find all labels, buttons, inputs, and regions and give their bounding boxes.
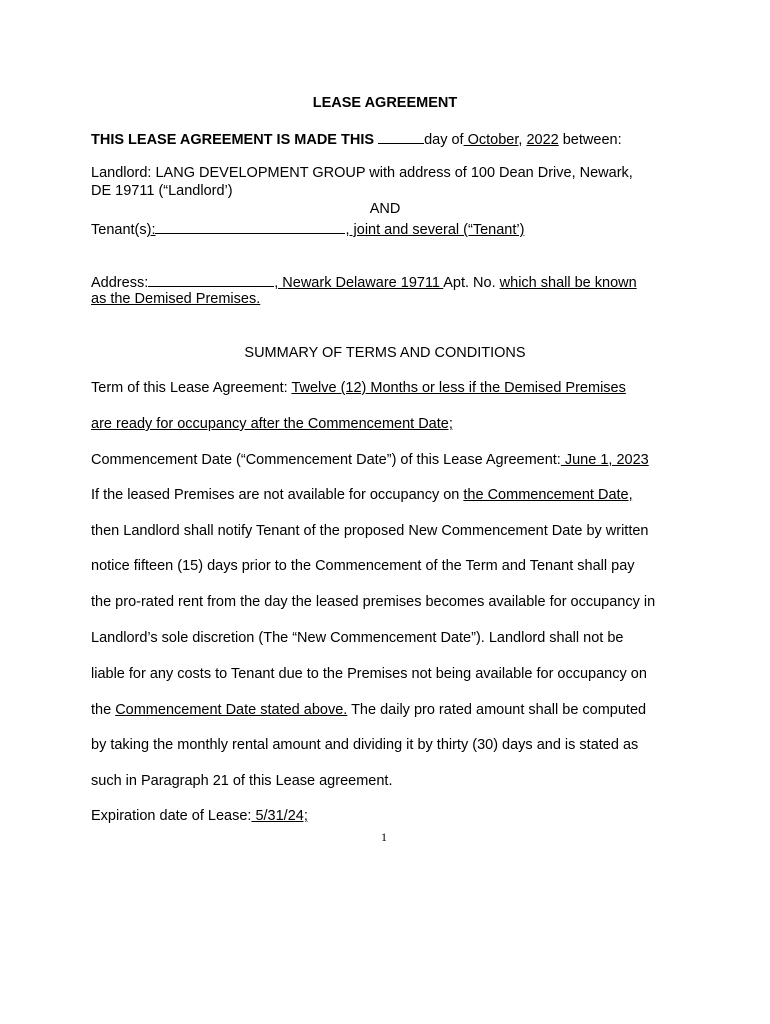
term-value: Twelve (12) Months or less if the Demised Premises [291,380,626,396]
address-line-2: as the Demised Premises. [91,291,261,307]
landlord-line-1: Landlord: LANG DEVELOPMENT GROUP with address of 100 Dean Drive, Newark, [91,165,633,181]
term-line [91,380,626,397]
expiration-line [91,808,308,825]
paragraph-line-7: the Commencement Date stated above. The daily pro rated amount shall be computed [91,702,647,718]
summary-heading: SUMMARY OF TERMS AND CONDITIONS [244,345,526,361]
commencement-date-ref: the Commencement Date, [463,487,633,503]
and-label: AND [369,201,401,217]
between-text: between: [558,132,622,148]
paragraph-line-1: If the leased Premises are not available for occupancy on the Commencement Date, [91,487,633,503]
paragraph-line-3: notice fifteen (15) days prior to the Commencement of the Term and Tenant shall pay [91,558,635,574]
address-city: , Newark Delaware 19711 [274,275,444,291]
address-known: which shall be known [499,275,637,291]
tenant-suffix: , joint and several (“Tenant’) [345,222,525,238]
commencement-value: June 1, 2023 [560,452,649,468]
paragraph-line-2: then Landlord shall notify Tenant of the proposed New Commencement Date by written [91,523,649,539]
tenant-label-close: ): [146,222,156,238]
paragraph-line-9: such in Paragraph 21 of this Lease agreement. [91,773,393,789]
commencement-line [91,452,649,469]
landlord-line-2: DE 19711 (“Landlord’) [91,183,233,199]
day-blank [378,130,424,144]
paragraph-line-4: the pro-rated rent from the day the leased premises becomes available for occupancy in [91,594,656,610]
term-label: Term of this Lease Agreement: [91,380,292,396]
address-apt: Apt. No. [443,275,500,291]
intro-line [91,130,622,149]
year-value: 2022 [526,132,559,148]
month-value: October [463,132,519,148]
comma-text: , [518,132,527,148]
page-number: 1 [381,830,387,844]
paragraph-line-6: liable for any costs to Tenant due to the Premises not being available for occupancy on [91,666,647,682]
commencement-date-stated-ref: Commencement Date stated above. [115,702,348,718]
expiration-value: 5/31/24; [251,808,308,824]
term-line-2: are ready for occupancy after the Commencement Date; [91,416,453,432]
paragraph-line-5: Landlord’s sole discretion (The “New Commencement Date”). Landlord shall not be [91,630,624,646]
tenant-name-blank [155,220,345,234]
commencement-label: Commencement Date (“Commencement Date”) of this Lease Agreement: [91,452,561,468]
address-label: Address: [91,275,149,291]
address-blank [148,273,274,287]
intro-lead: THIS LEASE AGREEMENT IS MADE THIS [91,132,379,148]
paragraph-line-8: by taking the monthly rental amount and dividing it by thirty (30) days and is stated as [91,737,639,753]
tenant-line [91,220,524,239]
document-title: LEASE AGREEMENT [312,95,458,111]
day-of-text: day of [424,132,464,148]
address-line [91,273,637,292]
tenant-label: Tenant(s [91,222,147,238]
expiration-label: Expiration date of Lease: [91,808,252,824]
